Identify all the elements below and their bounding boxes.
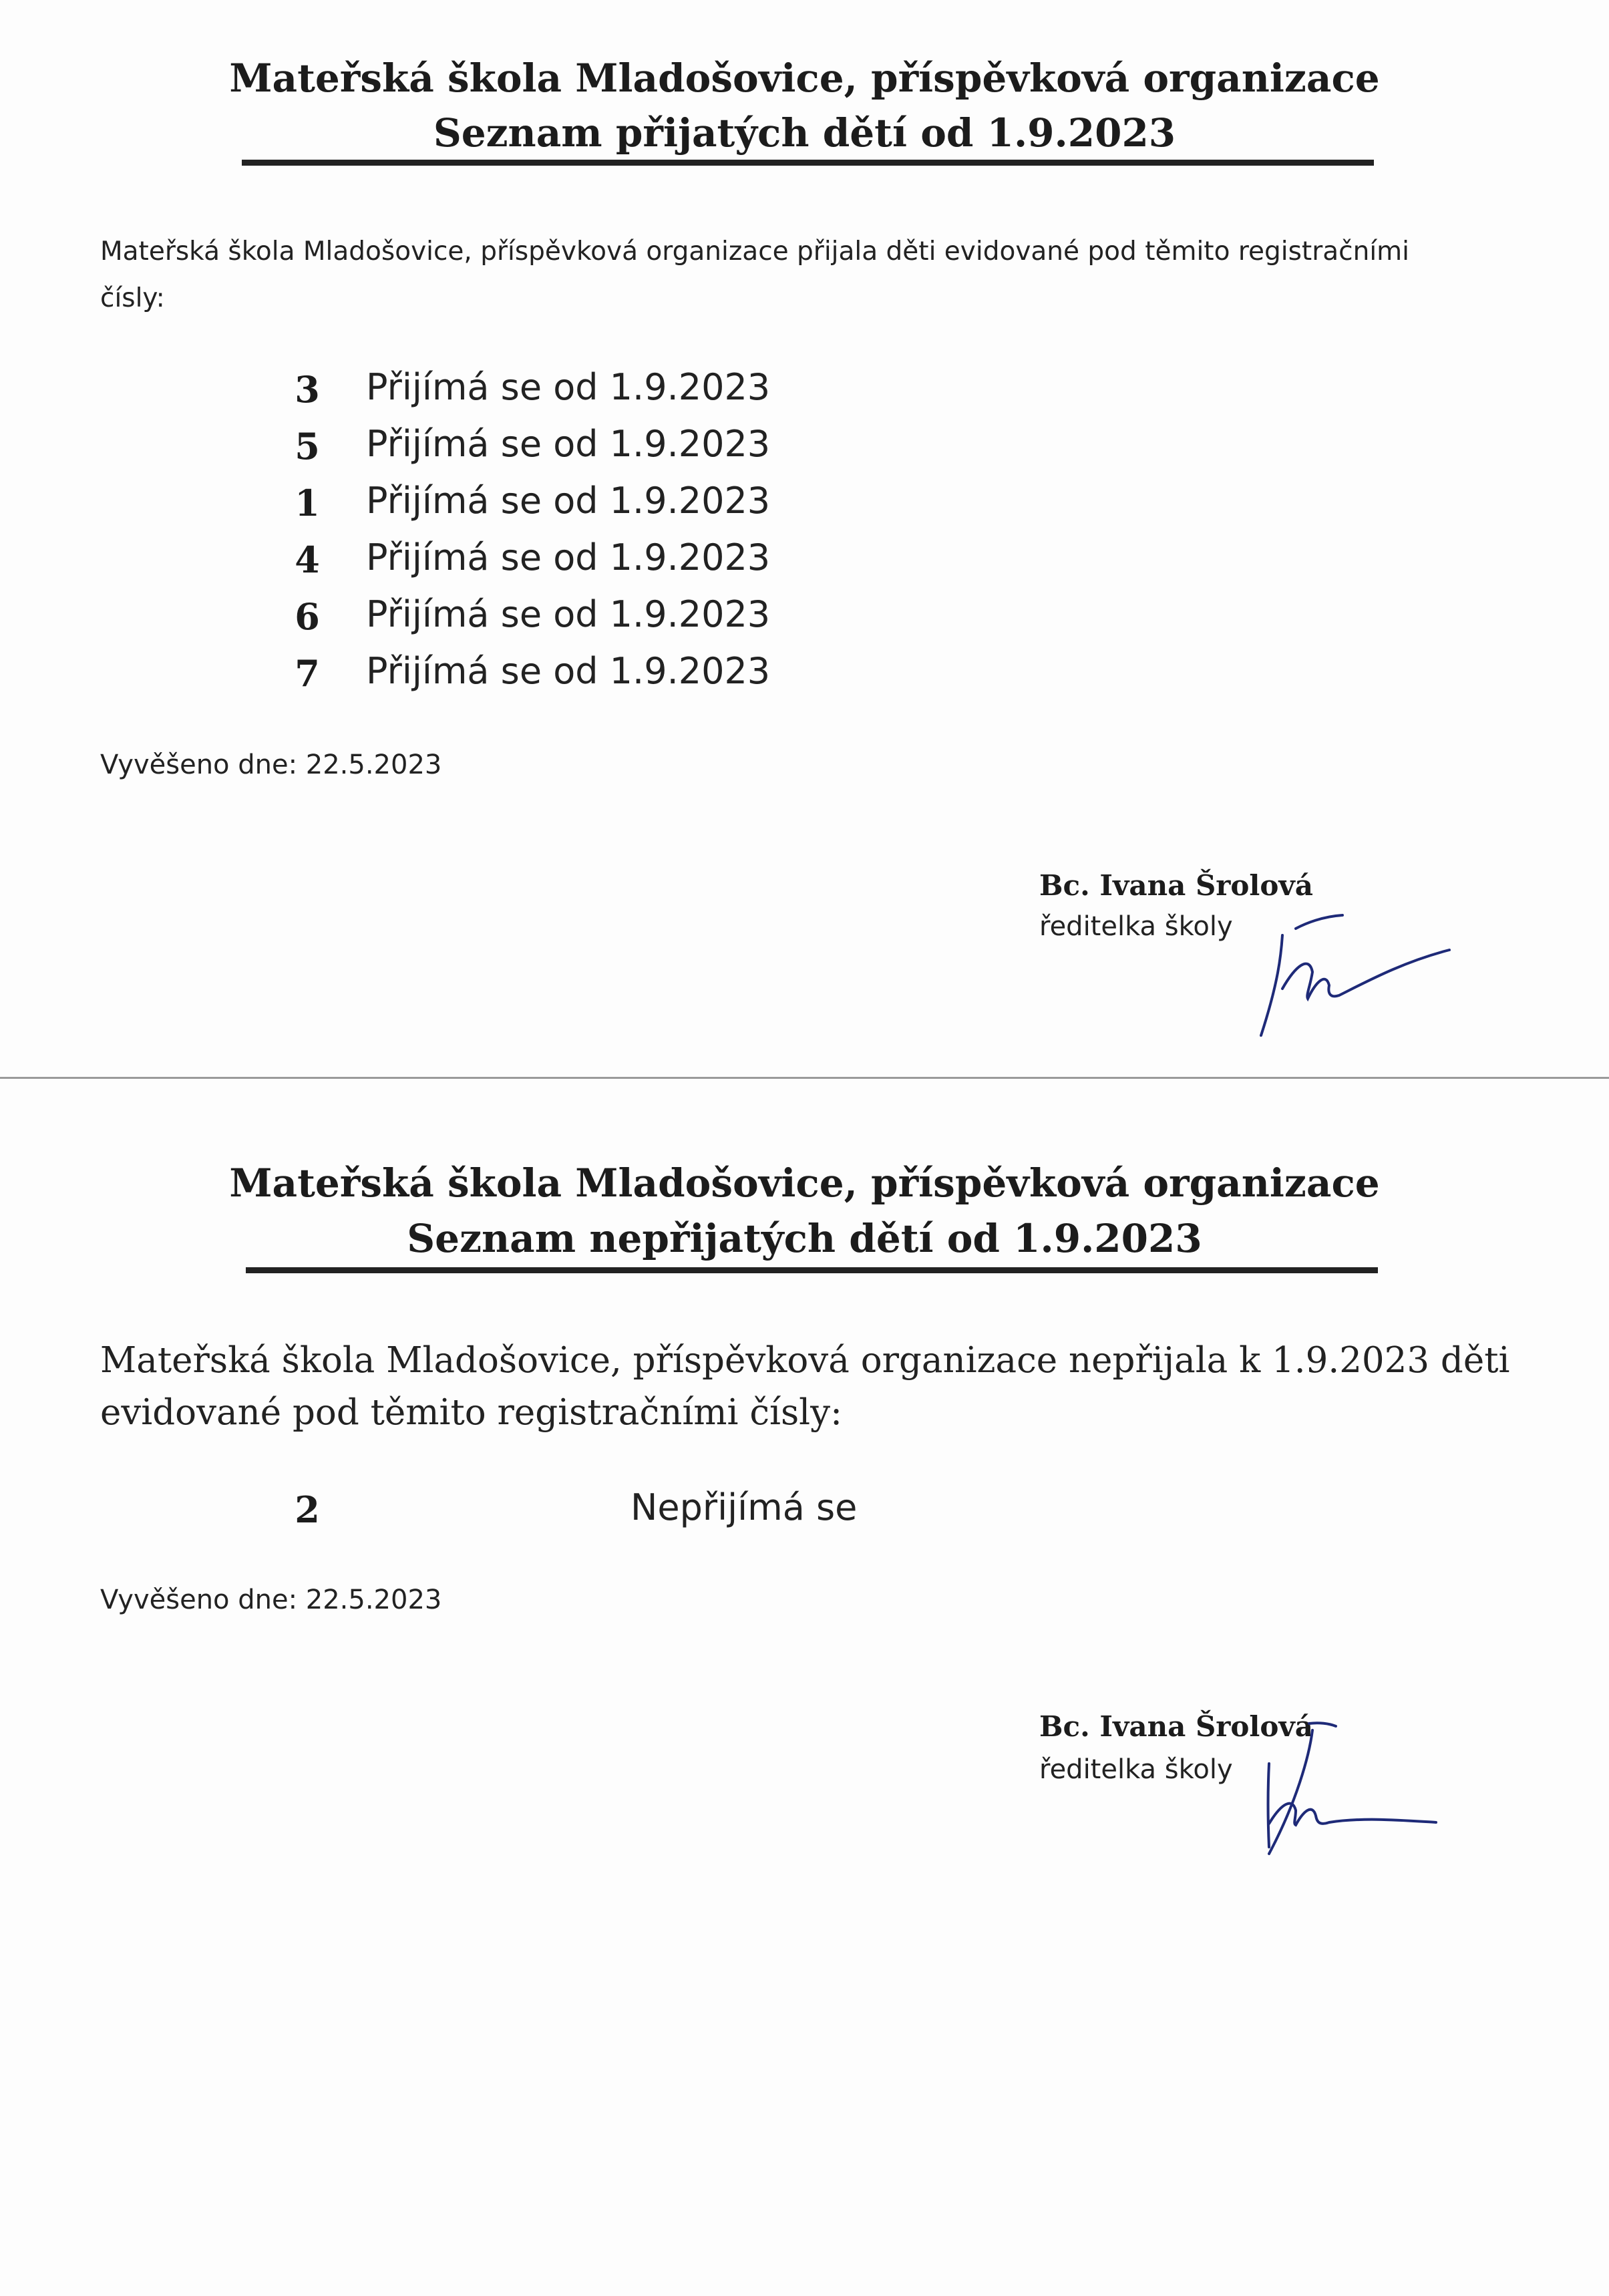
accepted-row-number: 3 [295, 368, 320, 411]
accepted-signature [1249, 909, 1463, 1042]
rejected-signatory-role: ředitelka školy [1039, 1754, 1233, 1785]
accepted-intro-line2: čísly: [100, 283, 165, 313]
section-separator [0, 1077, 1609, 1079]
accepted-row-number: 5 [295, 425, 320, 468]
accepted-row-number: 7 [295, 652, 320, 695]
accepted-row-number: 6 [295, 595, 320, 638]
rejected-row-number: 2 [295, 1488, 320, 1531]
accepted-row-status: Přijímá se od 1.9.2023 [366, 593, 771, 635]
accepted-signatory-role: ředitelka školy [1039, 911, 1233, 942]
accepted-row-status: Přijímá se od 1.9.2023 [366, 480, 771, 522]
accepted-row-status: Přijímá se od 1.9.2023 [366, 423, 771, 465]
rejected-signatory-name: Bc. Ivana Šrolová [1039, 1710, 1314, 1743]
rejected-title-underline [246, 1267, 1378, 1273]
accepted-title-line2: Seznam přijatých dětí od 1.9.2023 [433, 110, 1176, 156]
rejected-title-line1: Mateřská škola Mladošovice, příspěvková organizace [229, 1160, 1380, 1206]
rejected-intro-line1: Mateřská škola Mladošovice, příspěvková organizace nepřijala k 1.9.2023 děti [100, 1340, 1510, 1381]
accepted-title-line1: Mateřská škola Mladošovice, příspěvková organizace [229, 55, 1380, 101]
accepted-row-status: Přijímá se od 1.9.2023 [366, 650, 771, 692]
accepted-intro [100, 228, 1536, 322]
rejected-intro-line2: evidované pod těmito registračními čísly: [100, 1392, 842, 1433]
rejected-posted-date: Vyvěšeno dne: 22.5.2023 [100, 1585, 442, 1615]
rejected-signature [1229, 1710, 1449, 1870]
accepted-row-number: 1 [295, 482, 320, 524]
accepted-intro-line1: Mateřská škola Mladošovice, příspěvková organizace přijala děti evidované pod těmito registračními [100, 236, 1409, 267]
accepted-row-status: Přijímá se od 1.9.2023 [366, 536, 771, 579]
rejected-row-status: Nepřijímá se [631, 1486, 858, 1528]
accepted-signatory-name: Bc. Ivana Šrolová [1039, 869, 1314, 902]
rejected-intro [100, 1335, 1556, 1439]
accepted-title-underline [242, 160, 1374, 166]
accepted-row-status: Přijímá se od 1.9.2023 [366, 366, 771, 408]
accepted-posted-date: Vyvěšeno dne: 22.5.2023 [100, 750, 442, 780]
accepted-row-number: 4 [295, 538, 320, 581]
rejected-title-line2: Seznam nepřijatých dětí od 1.9.2023 [407, 1216, 1202, 1261]
